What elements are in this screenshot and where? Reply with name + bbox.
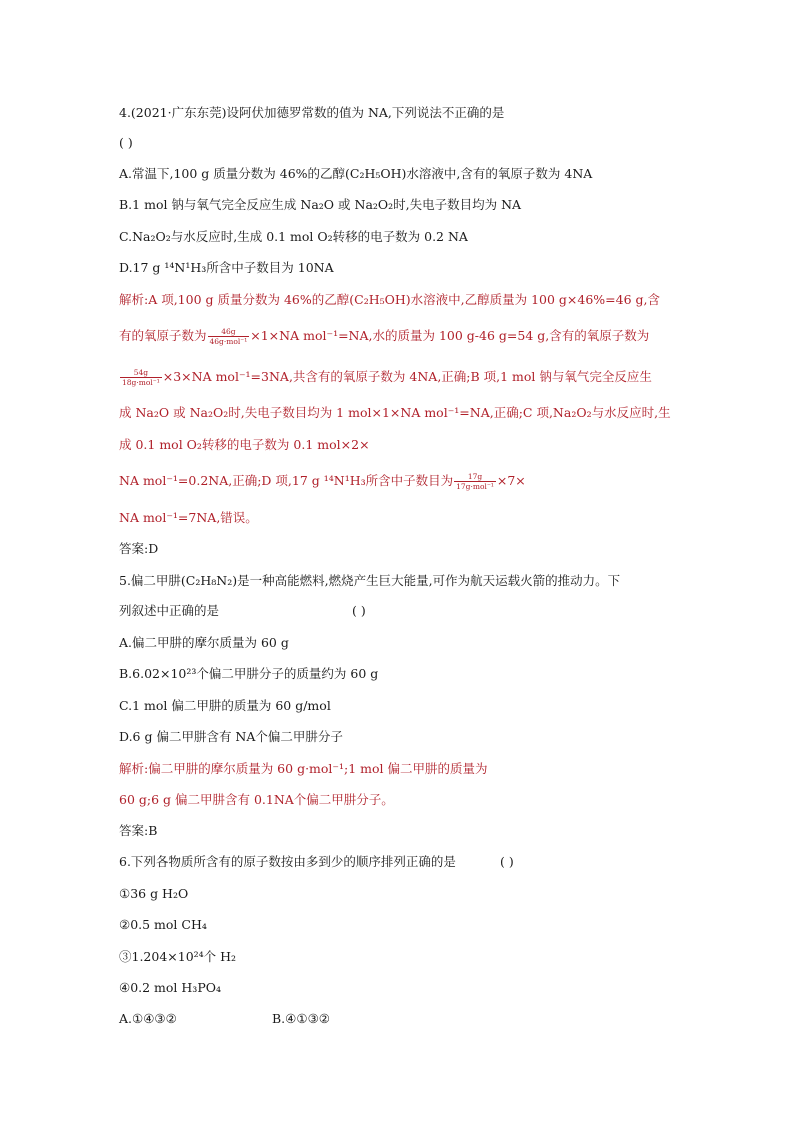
q4-analysis-line-5: 成 0.1 mol O₂转移的电子数为 0.1 mol×2× — [119, 437, 370, 452]
q4-fraction-ammonia — [454, 472, 496, 491]
q4-analysis-line-2 — [119, 327, 649, 346]
q6-answer-paren: ( ) — [500, 854, 514, 869]
q5-stem-line-1: 5.偏二甲肼(C₂H₈N₂)是一种高能燃料,燃烧产生巨大能量,可作为航天运载火箭的推动力。下 — [119, 573, 621, 588]
q6-option-a: A.①④③② — [119, 1011, 177, 1026]
q6-option-b: B.④①③② — [272, 1011, 330, 1026]
q4-option-a: A.常温下,100 g 质量分数为 46%的乙醇(C₂H₅OH)水溶液中,含有的氧原子数为 4NA — [119, 166, 593, 181]
q4-option-d: D.17 g ¹⁴N¹H₃所含中子数目为 10NA — [119, 260, 334, 275]
fraction-denominator: 46g·mol⁻¹ — [209, 337, 248, 346]
fraction-numerator: 54g — [120, 368, 162, 378]
q6-item-3: ③1.204×10²⁴个 H₂ — [119, 949, 237, 964]
q4-answer-paren: ( ) — [119, 135, 133, 150]
fraction-denominator: 17g·mol⁻¹ — [456, 482, 494, 491]
q4-stem: 4.(2021·广东东莞)设阿伏加德罗常数的值为 NA,下列说法不正确的是 — [119, 105, 505, 120]
q5-option-a: A.偏二甲肼的摩尔质量为 60 g — [119, 635, 289, 650]
q4-analysis-line-1: 解析:A 项,100 g 质量分数为 46%的乙醇(C₂H₅OH)水溶液中,乙醇质量为 100 g×46%=46 g,含 — [119, 292, 661, 307]
q4-analysis-line-2-prefix: 有的氧原子数为 — [119, 328, 207, 343]
fraction-numerator: 17g — [454, 472, 496, 482]
fraction-numerator: 46g — [208, 327, 250, 337]
q4-analysis-line-4: 成 Na₂O 或 Na₂O₂时,失电子数目均为 1 mol×1×NA mol⁻¹=NA,正确;C 项,Na₂O₂与水反应时,生 — [119, 405, 671, 420]
q5-stem-line-2: 列叙述中正确的是 — [119, 603, 220, 618]
q4-analysis-line-2-suffix: ×1×NA mol⁻¹=NA,水的质量为 100 g-46 g=54 g,含有的氧原子数为 — [250, 328, 650, 343]
q5-analysis-line-2: 60 g;6 g 偏二甲肼含有 0.1NA个偏二甲肼分子。 — [119, 792, 394, 807]
q4-analysis-line-6-prefix: NA mol⁻¹=0.2NA,正确;D 项,17 g ¹⁴N¹H₃所含中子数目为 — [119, 473, 454, 488]
q5-option-b: B.6.02×10²³个偏二甲肼分子的质量约为 60 g — [119, 666, 379, 681]
q5-answer: 答案:B — [119, 823, 158, 838]
q5-analysis-line-1: 解析:偏二甲肼的摩尔质量为 60 g·mol⁻¹;1 mol 偏二甲肼的质量为 — [119, 761, 488, 776]
q6-item-4: ④0.2 mol H₃PO₄ — [119, 980, 221, 995]
q5-option-d: D.6 g 偏二甲肼含有 NA个偏二甲肼分子 — [119, 729, 343, 744]
q6-stem: 6.下列各物质所含有的原子数按由多到少的顺序排列正确的是 — [119, 854, 456, 869]
q4-analysis-line-7: NA mol⁻¹=7NA,错误。 — [119, 510, 258, 525]
q4-analysis-line-6-suffix: ×7× — [496, 473, 526, 488]
q4-option-b: B.1 mol 钠与氧气完全反应生成 Na₂O 或 Na₂O₂时,失电子数目均为 NA — [119, 197, 522, 212]
q4-answer: 答案:D — [119, 541, 159, 556]
q4-fraction-ethanol — [208, 327, 250, 346]
q6-item-2: ②0.5 mol CH₄ — [119, 917, 207, 932]
q5-option-c: C.1 mol 偏二甲肼的质量为 60 g/mol — [119, 698, 331, 713]
fraction-denominator: 18g·mol⁻¹ — [122, 378, 160, 387]
q6-item-1: ①36 g H₂O — [119, 886, 189, 901]
q4-analysis-line-6 — [119, 472, 526, 491]
q4-analysis-line-3-suffix: ×3×NA mol⁻¹=3NA,共含有的氧原子数为 4NA,正确;B 项,1 mol 钠与氧气完全反应生 — [162, 369, 652, 384]
q5-answer-paren: ( ) — [352, 603, 366, 618]
q4-analysis-line-3 — [119, 368, 652, 387]
q4-fraction-water — [120, 368, 162, 387]
q4-option-c: C.Na₂O₂与水反应时,生成 0.1 mol O₂转移的电子数为 0.2 NA — [119, 229, 468, 244]
